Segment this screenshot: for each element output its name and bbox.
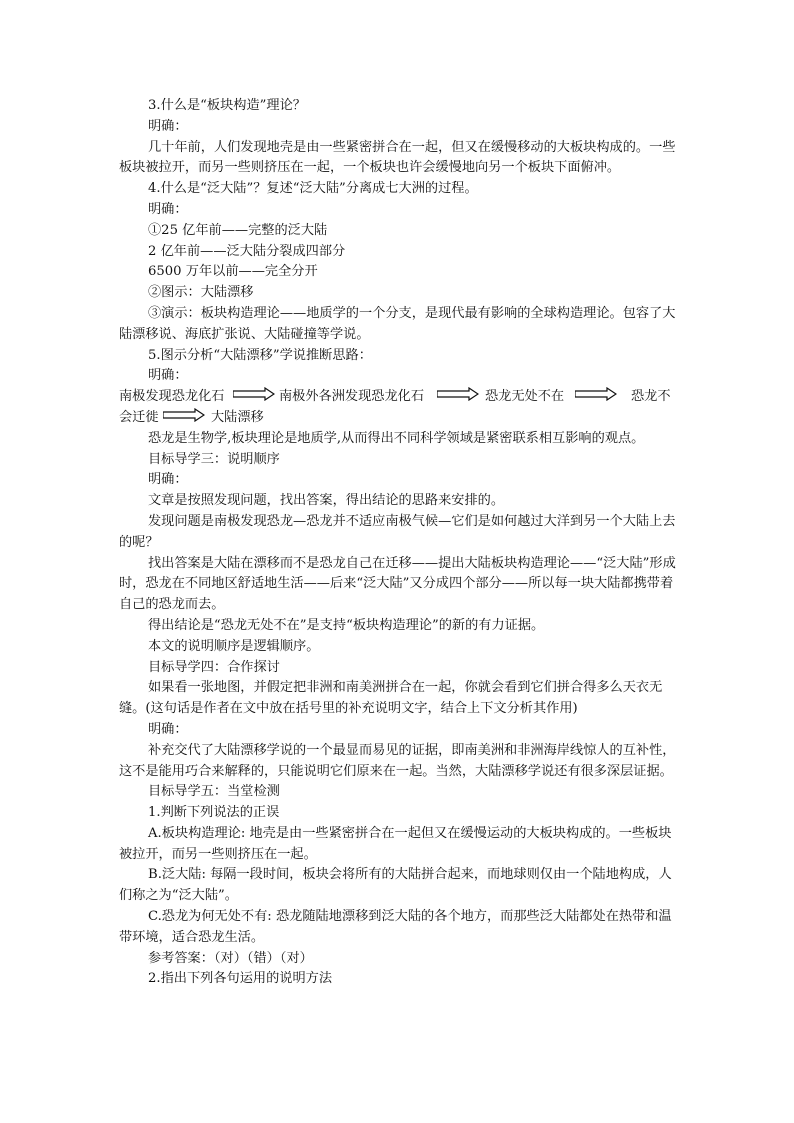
answer-label: 明确： [148, 201, 188, 217]
answer-item: ②图示：大陆漂移 [148, 285, 254, 301]
test-item: A.板块构造理论: 地壳是由一些紧密拼合在一起但又在缓慢运动的大板块构成的。一些板块被拉开，而另一些则挤压在一起。 [119, 825, 672, 862]
section-heading: 目标导学三：说明顺序 [148, 451, 280, 467]
question-4: 4.什么是“泛大陆”？复述“泛大陆”分离成七大洲的过程。 [148, 181, 478, 197]
document-body [119, 96, 679, 990]
paragraph: 文章是按照发现问题，找出答案，得出结论的思路来安排的。 [148, 493, 505, 509]
right-arrow-icon [437, 387, 479, 401]
flow-step-3: 恐龙无处不在 [485, 389, 565, 405]
answer-label: 明确： [148, 368, 188, 384]
paragraph: 本文的说明顺序是逻辑顺序。 [148, 638, 320, 654]
answer-label: 明确： [148, 472, 188, 488]
flow-step-4: 恐龙不 [631, 389, 671, 405]
right-arrow-icon [163, 408, 205, 422]
paragraph: 补充交代了大陆漂移学说的一个最显而易见的证据，即南美洲和非洲海岸线惊人的互补性，这不是能用巧合来解释的，只能说明它们原来在一起。当然，大陆漂移学说还有很多深层证据。 [119, 742, 676, 779]
section-heading: 目标导学四：合作探讨 [148, 659, 280, 675]
question-5: 5.图示分析“大陆漂移”学说推断思路： [148, 347, 372, 363]
paragraph: 得出结论是“恐龙无处不在”是支持“板块构造理论”的新的有力证据。 [148, 617, 545, 633]
test-question: 1.判断下列说法的正误 [148, 805, 280, 821]
answer-item: ①25 亿年前——完整的泛大陆 [148, 222, 328, 238]
test-item: B.泛大陆: 每隔一段时间，板块会将所有的大陆拼合起来，而地球则仅由一个陆地构成，人们称之为“泛大陆”。 [119, 867, 672, 904]
answer-label: 明确： [148, 118, 188, 134]
answer-item: 6500 万年以前——完全分开 [148, 264, 318, 280]
test-item: C.恐龙为何无处不有: 恐龙随陆地漂移到泛大陆的各个地方，而那些泛大陆都处在热带和温带环境，适合恐龙生活。 [119, 909, 672, 945]
flow-step-4-cont: 会迁徙 [119, 409, 159, 425]
question-3: 3.什么是“板块构造”理论？ [148, 98, 306, 113]
section-heading: 目标导学五：当堂检测 [148, 784, 280, 800]
paragraph: 找出答案是大陆在漂移而不是恐龙自己在迁移——提出大陆板块构造理论——“泛大陆”形成时，恐龙在不同地区舒适地生活——后来“泛大陆”又分成四个部分——所以每一块大陆都携带着自己的恐龙而去。 [119, 555, 676, 613]
flow-step-2: 南极外各洲发现恐龙化石 [279, 389, 425, 405]
answer-item: 2 亿年前——泛大陆分裂成四部分 [148, 243, 346, 259]
paragraph: 发现问题是南极发现恐龙—恐龙并不适应南极气候—它们是如何越过大洋到另一个大陆上去的呢？ [119, 513, 676, 550]
answer-item: ③演示：板块构造理论——地质学的一个分支，是现代最有影响的全球构造理论。包容了大陆漂移说、海底扩张说、大陆碰撞等学说。 [119, 305, 676, 342]
reasoning-flow [119, 387, 679, 429]
answer-text: 几十年前，人们发现地壳是由一些紧密拼合在一起，但又在缓慢移动的大板块构成的。一些板块被拉开，而另一些则挤压在一起，一个板块也许会缓慢地向另一个板块下面俯冲。 [119, 139, 676, 176]
flow-step-1: 南极发现恐龙化石 [119, 389, 225, 405]
test-question: 2.指出下列各句运用的说明方法 [148, 971, 333, 987]
right-arrow-icon [233, 387, 275, 401]
right-arrow-icon [575, 387, 617, 401]
flow-step-5: 大陆漂移 [211, 409, 264, 425]
paragraph: 如果看一张地图，并假定把非洲和南美洲拼合在一起，你就会看到它们拼合得多么天衣无缝。(这句话是作者在文中放在括号里的补充说明文字，结合上下文分析其作用) [119, 680, 663, 717]
answer-label: 明确： [148, 721, 188, 737]
conclusion-text: 恐龙是生物学,板块理论是地质学,从而得出不同科学领域是紧密联系相互影响的观点。 [148, 430, 645, 446]
reference-answer: 参考答案：（对）（错）（对） [148, 950, 313, 966]
